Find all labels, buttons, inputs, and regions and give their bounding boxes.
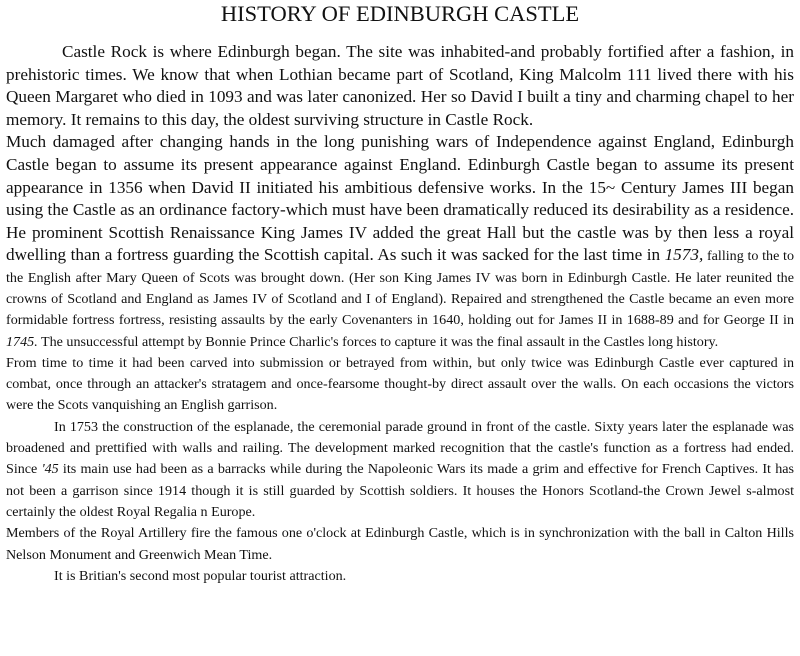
document-page bbox=[0, 1, 800, 656]
history-year-1573: 1573, bbox=[664, 245, 704, 265]
document-title: HISTORY OF EDINBURGH CASTLE bbox=[220, 1, 580, 26]
history-text-small: falling to the to the English after Mary Queen of Scots was brought down. (Her son King James IV was born in Edinburgh Castle. He later reunited the crowns of Scotland and England as James IV of Scotland and I of England). Repaired and strengthened the Castle became an even more formidable fortress fortress, resisting assaults by the early Covenanters in 1640, holding out for James II in 1688-89 and for George II in bbox=[6, 248, 794, 329]
esplanade-text: In 1753 the construction of the esplanade, the ceremonial parade ground in front of the castle. Sixty years later the esplanade was broadened and prettified with walls and railing. The development marked recognition that the castle's function as a fortress had ended. Since bbox=[6, 418, 794, 478]
history-text-large: Much damaged after changing hands in the long punishing wars of Independence against England, Edinburgh Castle began to assume its present appearance against England. Edinburgh Castle began to assume its present appearance in 1356 when David II initiated his ambitious defensive works. In the 15~ Century James III began using the Castle as an ordinance factory-which must have been dramatically reduced its desirability as a residence. He prominent Scottish Renaissance King James IV added the great Hall but the castle was by then less a royal dwelling than a fortress guarding the Scottish capital. As such it was sacked for the last time in bbox=[6, 132, 794, 265]
paragraph-esplanade bbox=[6, 417, 794, 523]
esplanade-year: '45 bbox=[41, 461, 59, 478]
paragraph-castle-rock: Castle Rock is where Edinburgh began. The site was inhabited-and probably fortified after a fashion, in prehistoric times. We know that when Lothian became part of Scotland, King Malcolm 111 lived there with his Queen Margaret who died in 1093 and was later canonized. Her so David I built a tiny and charming chapel to her memory. It remains to this day, the oldest surviving structure in Castle Rock. bbox=[6, 42, 794, 129]
paragraph-history bbox=[6, 131, 794, 352]
history-text-small-end: The unsuccessful attempt by Bonnie Prince Charlic's forces to capture it was the final assault in the Castles long history. bbox=[37, 333, 719, 350]
history-year-1745: 1745. bbox=[6, 333, 38, 350]
paragraph-captured: From time to time it had been carved into submission or betrayed from within, but only twice was Edinburgh Castle ever captured in combat, once through an attacker's stratagem and once-fearsome thought-by direct assault over the walls. On each occasions the victors were the Scots vanquishing an English garrison. bbox=[6, 354, 794, 414]
paragraph-artillery: Members of the Royal Artillery fire the famous one o'clock at Edinburgh Castle, which is in synchronization with the ball in Calton Hills Nelson Monument and Greenwich Mean Time. bbox=[6, 525, 794, 563]
esplanade-text-end: its main use had been as a barracks while during the Napoleonic Wars its made a grim and effective for French Captives. It has not been a garrison since 1914 though it is still guarded by Scottish soldiers. It houses the Honors Scotland-the Crown Jewel s-almost certainly the oldest Royal Regalia n Europe. bbox=[6, 461, 794, 520]
paragraph-attraction: It is Britian's second most popular tourist attraction. bbox=[54, 567, 347, 584]
